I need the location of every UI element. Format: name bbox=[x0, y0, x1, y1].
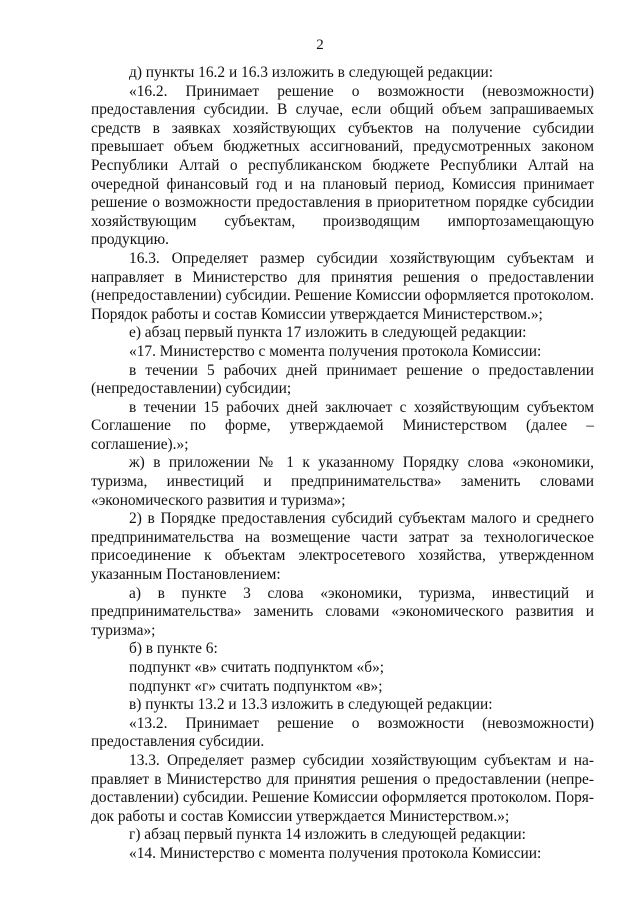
paragraph-item-v: в) пункты 13.2 и 13.3 изложить в следующей редакции: bbox=[129, 696, 493, 714]
paragraph-subitem-v: подпункт «в» считать подпунктом «б»; bbox=[129, 659, 385, 676]
paragraph-14: «14. Министерство с момента получения протокола Комиссии: bbox=[129, 844, 542, 862]
page-number: 2 bbox=[316, 37, 324, 53]
paragraph-item-d: д) пункты 16.2 и 16.3 изложить в следующей редакции: bbox=[129, 64, 494, 81]
paragraph-subitem-g: подпункт «г» считать подпунктом «в»; bbox=[129, 677, 383, 695]
paragraph-13-3: 13.3. Определяет размер субсидии хозяйствующим субъектам и на-правляет в Министерство для принятия решения о предоставлении (непре-доставлении) субсидии. Решение Комиссии оформляется протоколом. Поря-док работы и состав Комиссии утверждается Министерством.»; bbox=[91, 751, 594, 825]
paragraph-17: «17. Министерство с момента получения протокола Комиссии: bbox=[129, 342, 542, 360]
paragraph-16-2: «16.2. Принимает решение о возможности (невозможности) предоставления субсидии. В случае, если общий объем запрашиваемых средств в заявках хозяйствующих субъектов на получение субсидии превышает объем бюджетных ассигнований, предусмотренных законом Республики Алтай о республиканском бюджете Республики Алтай на очередной финансовый год и на плановый период, Комиссия принимает решение о возможности предоставления в приоритетном порядке субсидии хозяйствующим субъектам, производящим импортозамещающую продукцию. bbox=[91, 82, 594, 249]
paragraph-13-2: «13.2. Принимает решение о возможности (невозможности) предоставления субсидии. bbox=[91, 714, 594, 751]
paragraph-item-e: е) абзац первый пункта 17 изложить в следующей редакции: bbox=[129, 324, 527, 342]
paragraph-item-g: г) абзац первый пункта 14 изложить в следующей редакции: bbox=[129, 826, 526, 844]
paragraph-17-15-days: в течении 15 рабочих дней заключает с хозяйствующим субъектом Соглашение по форме, утверждаемой Министерством (далее – соглашение).»; bbox=[91, 398, 594, 453]
paragraph-item-zh: ж) в приложении № 1 к указанному Порядку слова «экономики, туризма, инвестиций и предпринимательства» заменить словами «экономического развития и туризма»; bbox=[91, 454, 594, 509]
paragraph-item-b: б) в пункте 6: bbox=[129, 640, 218, 658]
paragraph-17-5-days: в течении 5 рабочих дней принимает решение о предоставлении (непредоставлении) субсидии; bbox=[91, 361, 594, 398]
paragraph-16-3: 16.3. Определяет размер субсидии хозяйствующим субъектам и направляет в Министерство для принятия решения о предоставлении (непредоставлении) субсидии. Решение Комиссии оформляется протоколом. Порядок работы и состав Комиссии утверждается Министерством.»; bbox=[91, 249, 594, 323]
document-body bbox=[91, 64, 594, 864]
paragraph-item-2: 2) в Порядке предоставления субсидий субъектам малого и среднего предпринимательства на возмещение части затрат за технологическое присоединение к объектам электросетевого хозяйства, утвержденном указанным Постановлением: bbox=[91, 510, 594, 584]
paragraph-item-a: а) в пункте 3 слова «экономики, туризма, инвестиций и предпринимательства» заменить словами «экономического развития и туризма»; bbox=[91, 584, 594, 639]
